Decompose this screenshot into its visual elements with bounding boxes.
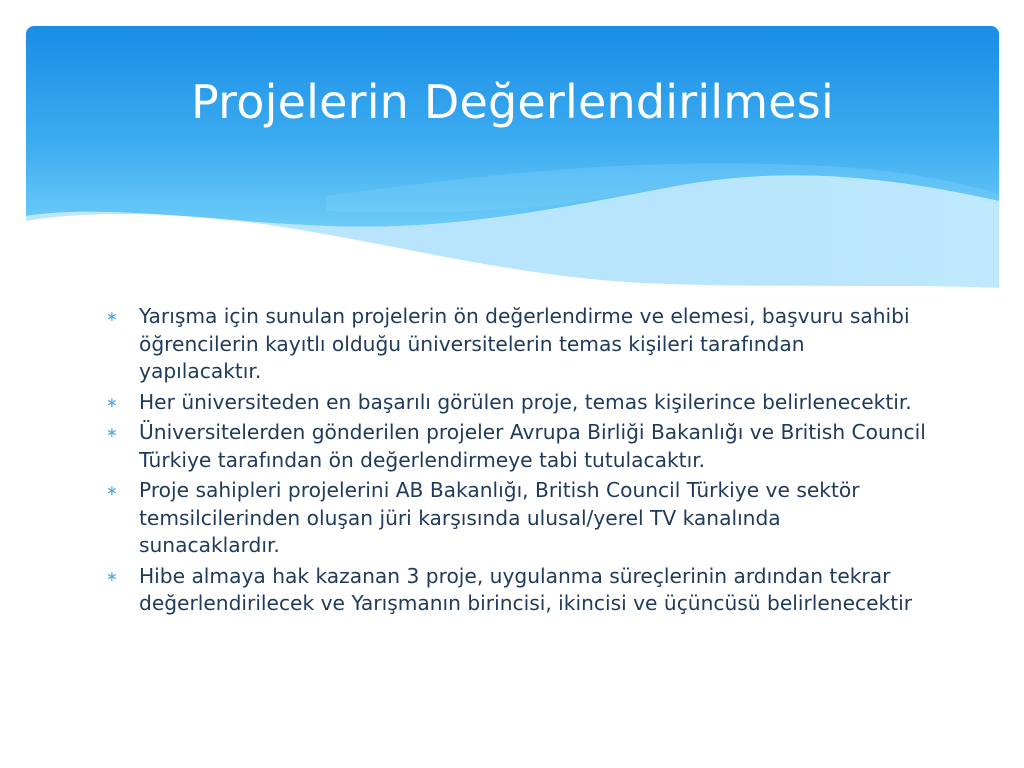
bullet-item — [106, 389, 926, 417]
slide-title: Projelerin Değerlendirilmesi — [191, 75, 834, 129]
bullet-text: Hibe almaya hak kazanan 3 proje, uygulanma süreçlerinin ardından tekrar değerlendirilecek ve Yarışmanın birincisi, ikincisi ve üçüncüsü belirlenecektir — [139, 563, 913, 615]
slide-content — [106, 303, 926, 621]
bullet-list — [106, 303, 926, 618]
header-wave-graphic — [26, 26, 999, 288]
bullet-text: Her üniversiteden en başarılı görülen proje, temas kişilerince belirlenecektir. — [139, 389, 912, 414]
bullet-item — [106, 477, 926, 560]
bullet-text: Üniversitelerden gönderilen projeler Avrupa Birliği Bakanlığı ve British Council Türkiye tarafından ön değerlendirmeye tabi tutulacaktır. — [139, 420, 926, 472]
bullet-item — [106, 563, 926, 618]
asterisk-bullet-icon: ∗ — [106, 394, 118, 411]
asterisk-bullet-icon: ∗ — [106, 309, 118, 325]
bullet-text: Yarışma için sunulan projelerin ön değerlendirme ve elemesi, başvuru sahibi öğrencilerin kayıtlı olduğu üniversitelerin temas kişileri tarafından yapılacaktır. — [139, 304, 910, 383]
bullet-item — [106, 419, 926, 474]
asterisk-bullet-icon: ∗ — [106, 483, 118, 499]
bullet-item — [106, 303, 926, 386]
asterisk-bullet-icon: ∗ — [106, 568, 118, 585]
header-banner — [26, 26, 999, 288]
asterisk-bullet-icon: ∗ — [106, 425, 118, 441]
bullet-text: Proje sahipleri projelerini AB Bakanlığı, British Council Türkiye ve sektör temsilcilerinden oluşan jüri karşısında ulusal/yerel TV kanalında sunacaklardır. — [139, 478, 860, 557]
